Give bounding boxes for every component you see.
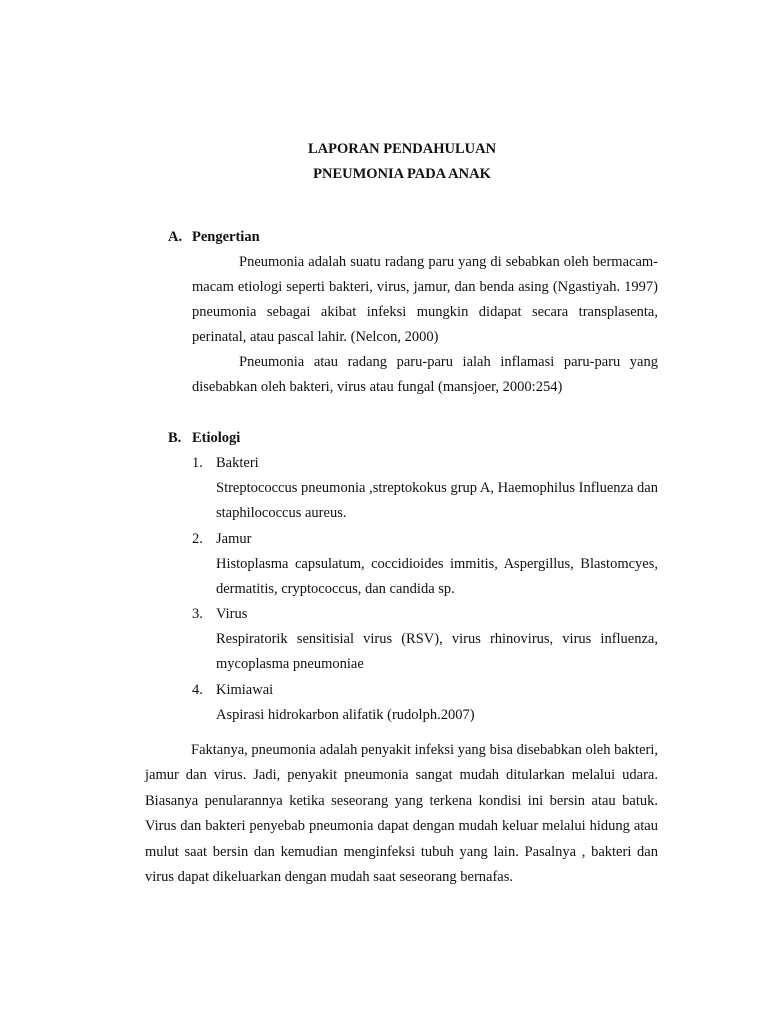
document-subtitle: PNEUMONIA PADA ANAK	[313, 166, 491, 182]
list-item-description: Aspirasi hidrokarbon alifatik (rudolph.2007)	[216, 707, 475, 723]
section-b-letter: B.	[168, 430, 182, 446]
list-item-number: 3.	[192, 606, 203, 622]
list-item-description: Respiratorik sensitisial virus (RSV), virus rhinovirus, virus influenza, mycoplasma pneumoniae	[216, 631, 658, 672]
section-a-paragraph-2: Pneumonia atau radang paru-paru ialah inflamasi paru-paru yang disebabkan oleh bakteri, virus atau fungal (mansjoer, 2000:254)	[192, 354, 658, 395]
list-item-label: Kimiawai	[216, 682, 274, 698]
section-a-heading	[168, 229, 260, 246]
closing-paragraph: Faktanya, pneumonia adalah penyakit infeksi yang bisa disebabkan oleh bakteri, jamur dan virus. Jadi, penyakit pneumonia sangat mudah ditularkan melalui udara. Biasanya penularannya ketika seseorang yang terkena kondisi ini bersin atau batuk. Virus dan bakteri penyebab pneumonia dapat dengan mudah keluar melalui hidung atau mulut saat bersin dan kemudian menginfeksi tubuh yang lain. Pasalnya , bakteri dan virus dapat dikeluarkan dengan mudah saat seseorang bernafas.	[145, 742, 658, 886]
list-item-label: Virus	[216, 606, 248, 622]
list-item-number: 2.	[192, 531, 203, 547]
section-b-heading	[168, 430, 240, 447]
section-b-title: Etiologi	[192, 430, 241, 446]
list-item-label: Jamur	[216, 531, 252, 547]
document-title: LAPORAN PENDAHULUAN	[307, 141, 497, 157]
section-a-paragraph-1: Pneumonia adalah suatu radang paru yang di sebabkan oleh bermacam-macam etiologi seperti bakteri, virus, jamur, dan benda asing (Ngastiyah. 1997) pneumonia sebagai akibat infeksi mungkin didapat secara transplasenta, perinatal, atau pascal lahir. (Nelcon, 2000)	[192, 254, 658, 345]
section-a-letter: A.	[168, 229, 183, 245]
section-a-title: Pengertian	[192, 229, 260, 245]
list-item-label: Bakteri	[216, 455, 259, 471]
list-item-description: Streptococcus pneumonia ,streptokokus grup A, Haemophilus Influenza dan staphilococcus aureus.	[216, 480, 658, 521]
list-item-number: 1.	[192, 455, 203, 471]
list-item-number: 4.	[192, 682, 203, 698]
list-item-description: Histoplasma capsulatum, coccidioides immitis, Aspergillus, Blastomcyes, dermatitis, cryptococcus, dan candida sp.	[216, 556, 658, 597]
